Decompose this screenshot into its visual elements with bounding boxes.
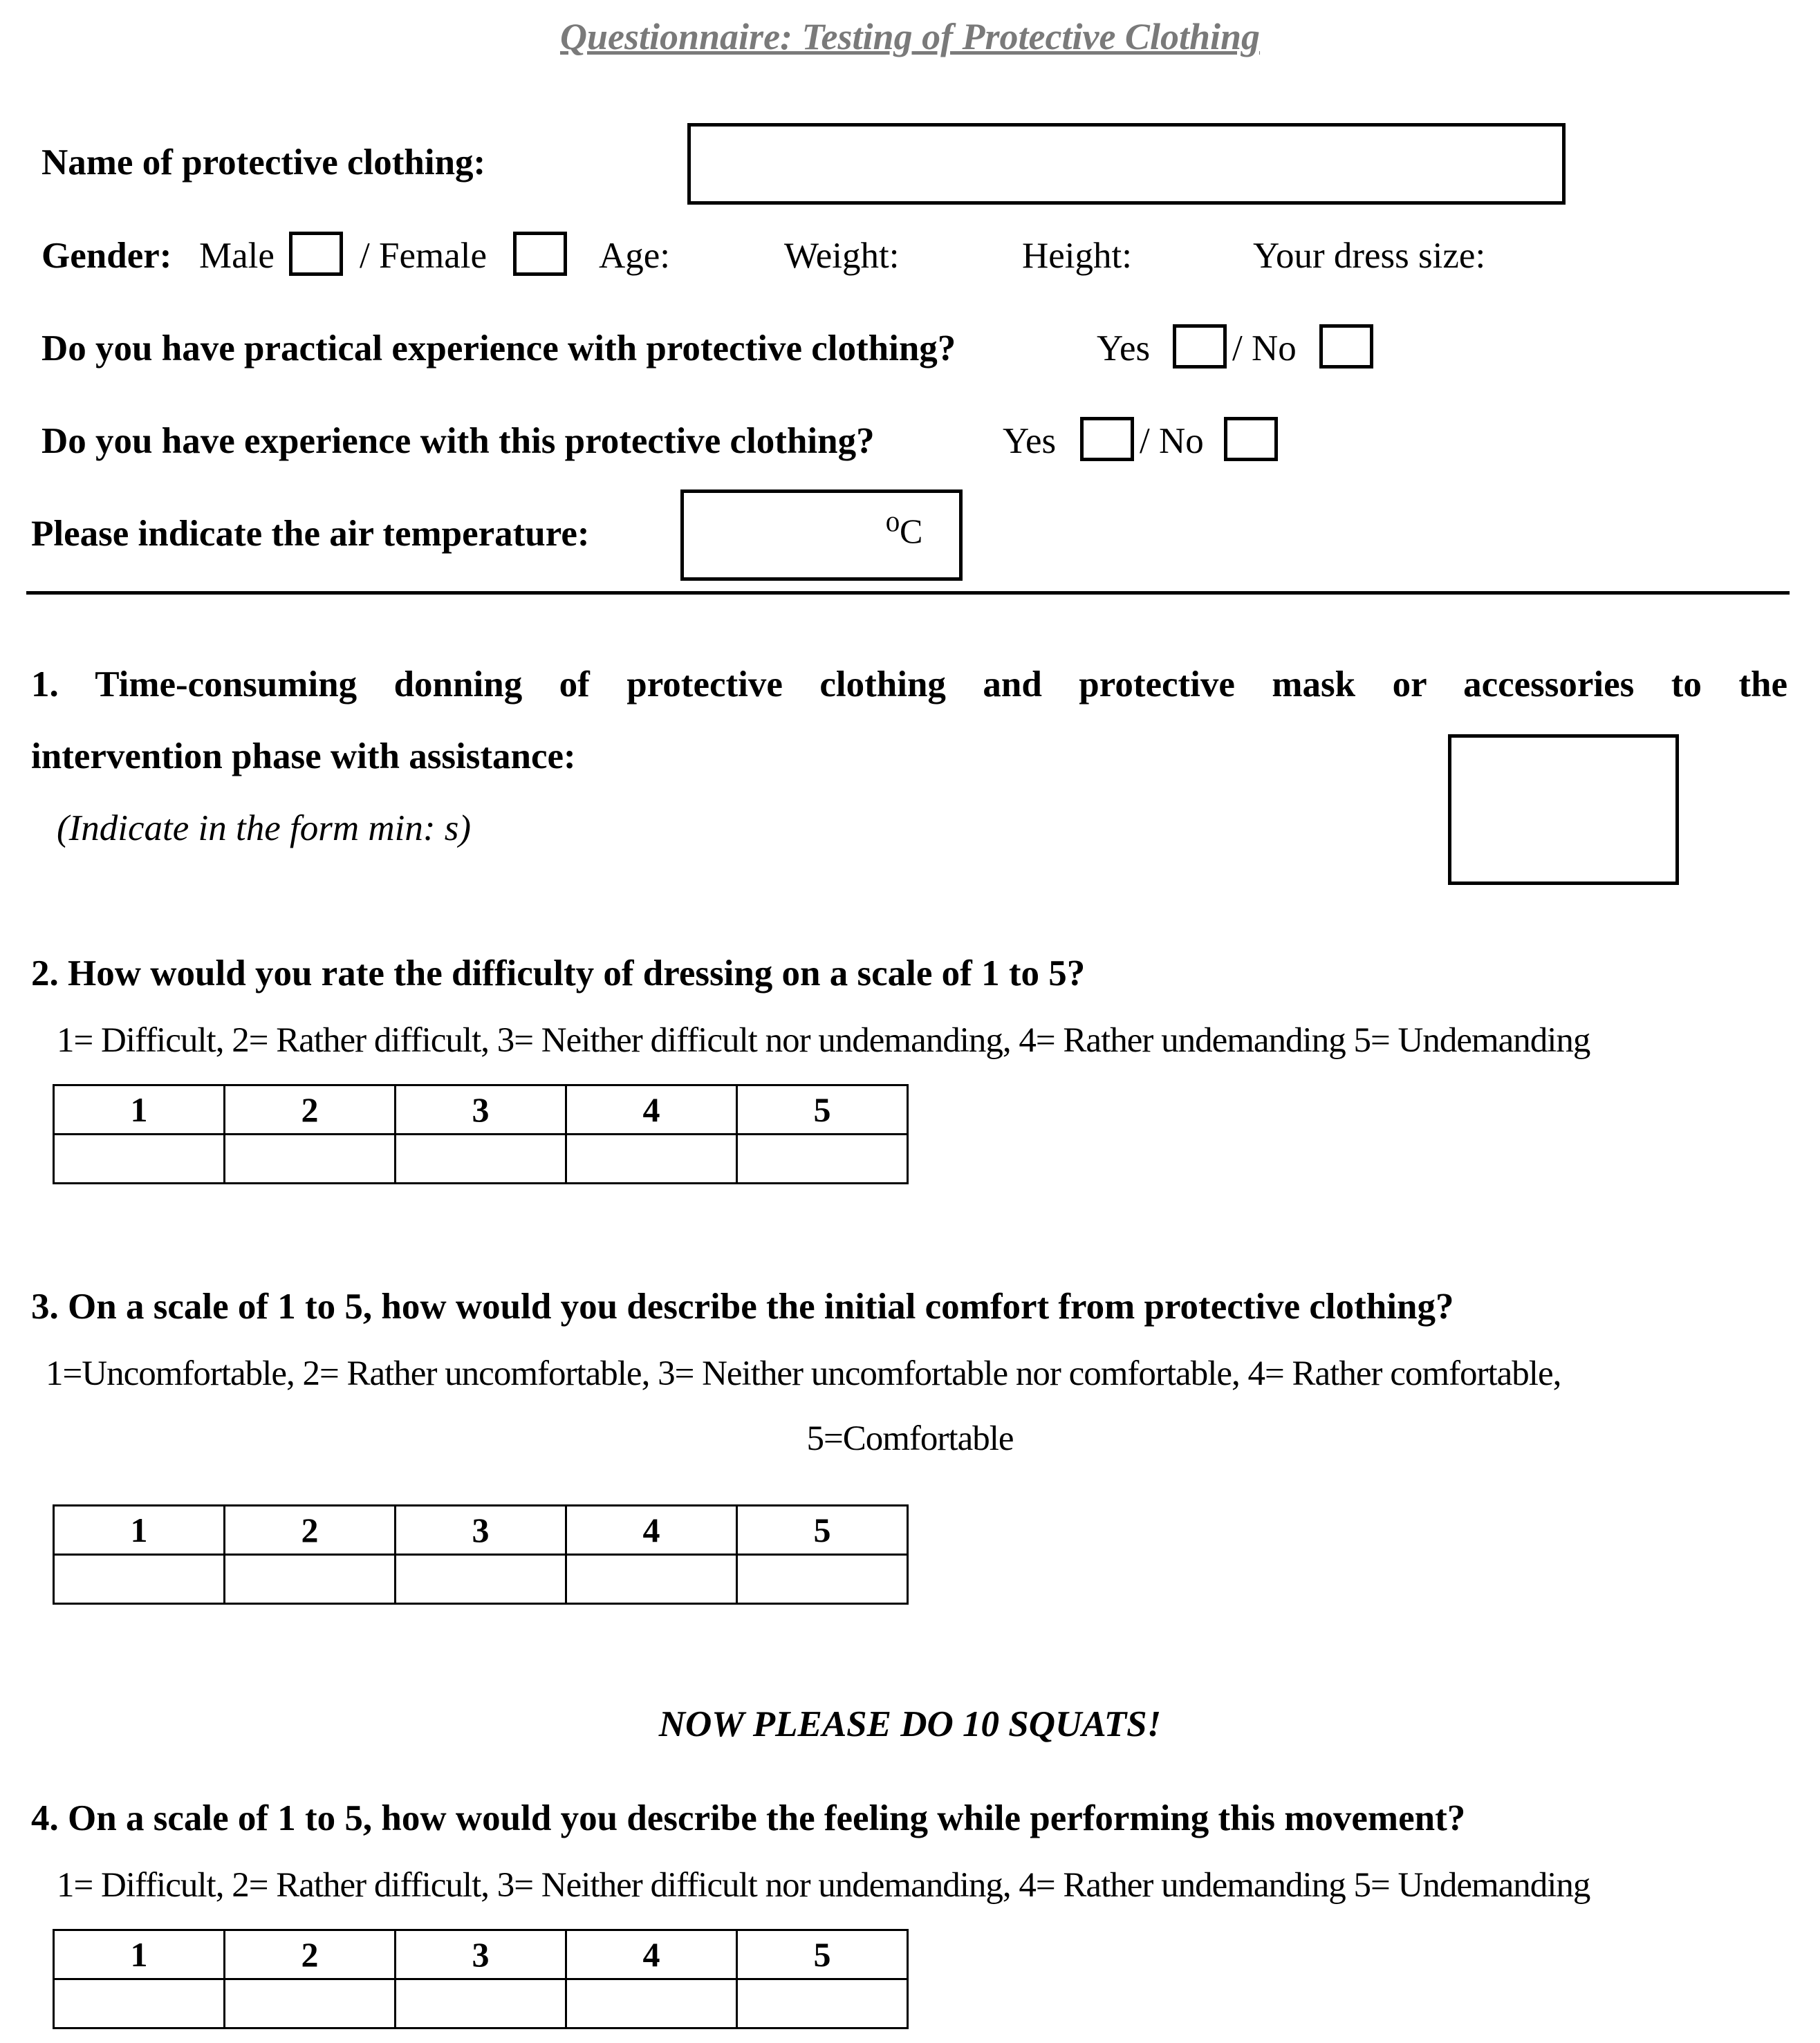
female-checkbox[interactable] [513,232,567,276]
this-experience-question: Do you have experience with this protective clothing? [41,421,875,461]
q3-scale-legend-line2: 5=Comfortable [806,1419,1014,1458]
q1-hint: (Indicate in the form min: s) [57,808,472,848]
q2-rating-cell-3[interactable] [396,1135,566,1184]
q4-rating-label-1: 1 [54,1930,225,1979]
q4-rating-header-row [54,1930,908,1979]
q2-rating-table [53,1084,909,1184]
q2-question: 2. How would you rate the difficulty of dressing on a scale of 1 to 5? [31,953,1086,993]
q4-rating-cell-3[interactable] [396,1979,566,2028]
practical-experience-question: Do you have practical experience with protective clothing? [41,328,956,369]
q3-rating-cell-1[interactable] [54,1555,225,1604]
q2-rating-answer-row [54,1135,908,1184]
squats-instruction: NOW PLEASE DO 10 SQUATS! [658,1704,1162,1744]
height-label: Height: [1022,236,1132,276]
q3-rating-cell-2[interactable] [225,1555,396,1604]
q3-rating-cell-4[interactable] [566,1555,737,1604]
q3-rating-label-5: 5 [737,1506,908,1555]
q4-question: 4. On a scale of 1 to 5, how would you describe the feeling while performing this movement? [31,1798,1466,1838]
q4-rating-cell-4[interactable] [566,1979,737,2028]
q4-rating-label-5: 5 [737,1930,908,1979]
q1-answer-box[interactable] [1448,734,1679,885]
q2-rating-label-3: 3 [396,1085,566,1135]
practical-yes-label: Yes [1097,328,1151,369]
name-label: Name of protective clothing: [41,142,486,183]
q1-question-line2: intervention phase with assistance: [31,736,576,776]
q3-rating-table [53,1504,909,1605]
q2-rating-cell-5[interactable] [737,1135,908,1184]
temperature-unit: ⁰C [886,512,923,550]
temperature-label: Please indicate the air temperature: [31,514,590,554]
this-no-label: / No [1140,421,1204,461]
q2-rating-cell-1[interactable] [54,1135,225,1184]
q3-question: 3. On a scale of 1 to 5, how would you describe the initial comfort from protective clothing? [31,1287,1454,1327]
this-yes-label: Yes [1003,421,1057,461]
q4-rating-label-3: 3 [396,1930,566,1979]
male-checkbox[interactable] [289,232,343,276]
age-label: Age: [599,236,671,276]
q4-rating-label-4: 4 [566,1930,737,1979]
q4-rating-table [53,1929,909,2029]
q2-rating-label-4: 4 [566,1085,737,1135]
q3-rating-header-row [54,1506,908,1555]
q3-rating-label-2: 2 [225,1506,396,1555]
q3-rating-cell-3[interactable] [396,1555,566,1604]
dress-size-label: Your dress size: [1253,236,1486,276]
section-divider [26,591,1790,595]
q2-rating-label-1: 1 [54,1085,225,1135]
name-input[interactable] [687,123,1566,205]
q4-rating-cell-1[interactable] [54,1979,225,2028]
q4-scale-legend: 1= Difficult, 2= Rather difficult, 3= Neither difficult nor undemanding, 4= Rather undemanding 5= Undemanding [57,1866,1590,1905]
q3-rating-cell-5[interactable] [737,1555,908,1604]
q2-scale-legend: 1= Difficult, 2= Rather difficult, 3= Neither difficult nor undemanding, 4= Rather undemanding 5= Undemanding [57,1021,1590,1060]
q3-rating-label-3: 3 [396,1506,566,1555]
q3-rating-label-4: 4 [566,1506,737,1555]
q2-rating-label-5: 5 [737,1085,908,1135]
this-no-checkbox[interactable] [1224,417,1278,461]
q4-rating-cell-5[interactable] [737,1979,908,2028]
q3-scale-legend-line1: 1=Uncomfortable, 2= Rather uncomfortable, 3= Neither uncomfortable nor comfortable, 4= Rather comfortable, [46,1354,1561,1393]
q3-rating-label-1: 1 [54,1506,225,1555]
practical-yes-checkbox[interactable] [1173,324,1227,369]
practical-no-checkbox[interactable] [1319,324,1373,369]
q4-rating-answer-row [54,1979,908,2028]
gender-label: Gender: [41,236,172,276]
q2-rating-cell-4[interactable] [566,1135,737,1184]
q4-rating-cell-2[interactable] [225,1979,396,2028]
q1-question-line1: 1. Time-consuming donning of protective clothing and protective mask or accessories to the [31,664,1788,705]
q2-rating-cell-2[interactable] [225,1135,396,1184]
page-title: Questionnaire: Testing of Protective Clothing [559,16,1261,57]
this-yes-checkbox[interactable] [1080,417,1134,461]
temperature-input[interactable] [680,489,963,581]
q3-rating-answer-row [54,1555,908,1604]
q2-rating-header-row [54,1085,908,1135]
female-label: / Female [360,236,487,276]
practical-no-label: / No [1232,328,1297,369]
q4-rating-label-2: 2 [225,1930,396,1979]
male-label: Male [199,236,275,276]
q2-rating-label-2: 2 [225,1085,396,1135]
weight-label: Weight: [784,236,900,276]
